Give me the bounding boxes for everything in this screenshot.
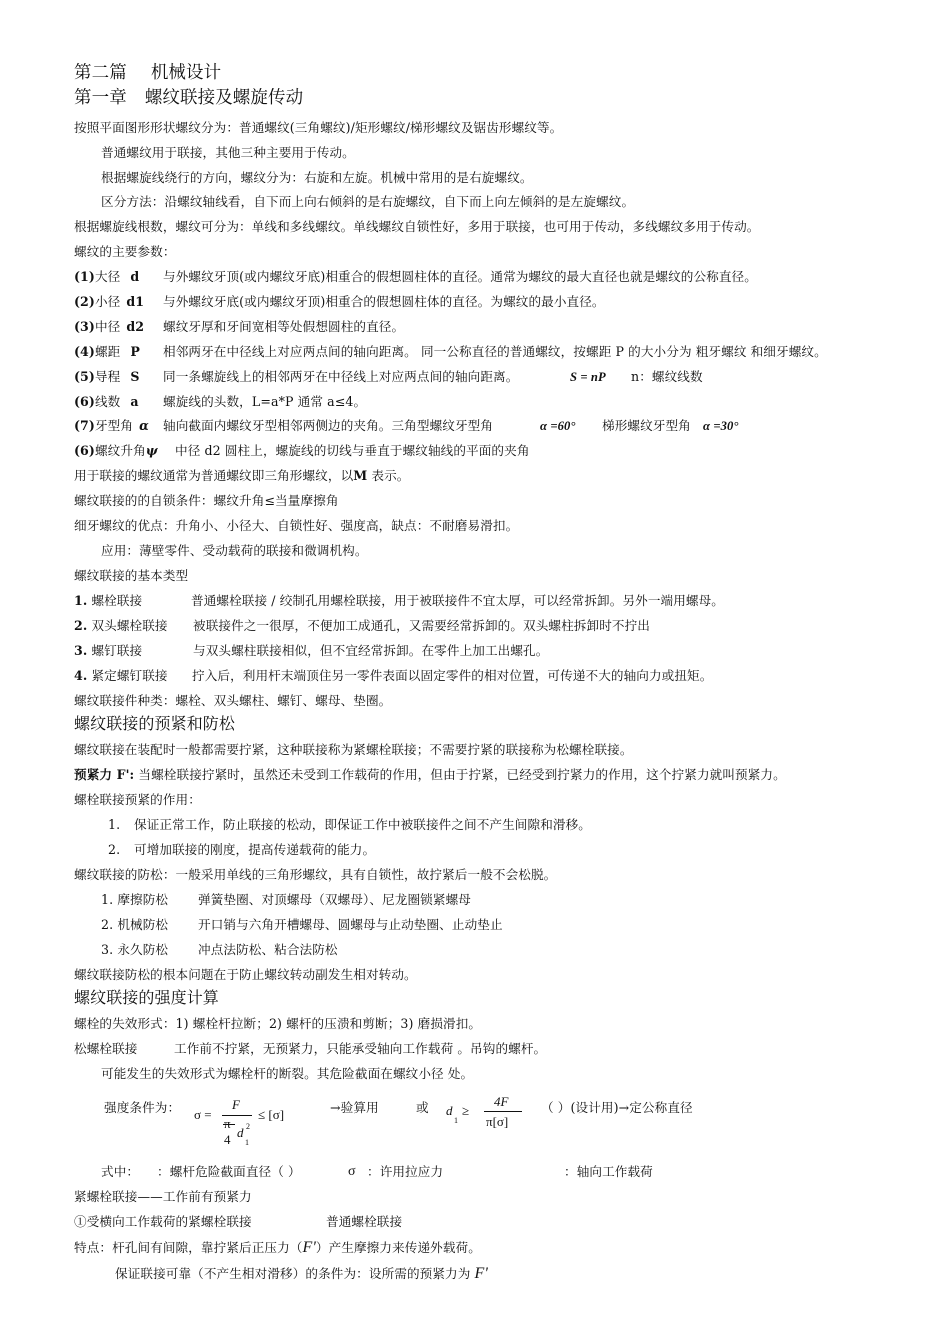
m-symbol: M <box>353 468 368 483</box>
strength-formula-design <box>446 1094 536 1138</box>
param-desc: 螺纹牙厚和牙间宽相等处假想圆柱的直径。 <box>163 319 405 334</box>
type-desc: 被联接件之一很厚，不便加工成通孔，又需要经常拆卸的。双头螺柱拆卸时不拧出 <box>193 618 650 633</box>
param-symbol: α <box>139 418 149 433</box>
text: 特点：杆孔间有间隙，靠拧紧后正压力（ <box>74 1240 303 1255</box>
where-sigma: ：许用拉应力 <box>367 1164 444 1179</box>
prestress-item <box>108 842 376 858</box>
section-heading-prestress: 螺纹联接的预紧和防松 <box>74 714 236 733</box>
anti-loosen-row <box>101 917 503 933</box>
anti-num: 1. <box>101 892 114 907</box>
pi-over-four-bar <box>223 1124 235 1125</box>
possible-failure-line: 可能发生的失效形式为螺栓杆的断裂。其危险截面在螺纹小径 处。 <box>101 1066 474 1081</box>
part-number: 第二篇 <box>74 63 127 83</box>
anti-num: 3. <box>101 942 114 957</box>
param-row <box>74 269 757 285</box>
item-text: 保证正常工作，防止联接的松动，即保证工作中被联接件之间不产生间隙和滑移。 <box>134 817 591 832</box>
param-row <box>74 344 827 360</box>
param-name: 线数 <box>94 394 121 409</box>
fine-use-line: 应用：薄壁零件、受动载荷的联接和微调机构。 <box>101 543 368 558</box>
param-num: (7) <box>74 418 95 433</box>
selflock-line: 螺纹联接的的自锁条件：螺纹升角≤当量摩擦角 <box>74 493 339 508</box>
param-desc: 轴向截面内螺纹牙型相邻两侧边的夹角。三角型螺纹牙型角 <box>163 418 494 433</box>
param-num: (5) <box>74 369 95 384</box>
params-title: 螺纹的主要参数： <box>74 244 176 259</box>
parts-kinds-line: 螺纹联接件种类：螺栓、双头螺柱、螺钉、螺母、垫圈。 <box>74 693 392 708</box>
type-desc: 拧入后，利用杆末端顶住另一零件表面以固定零件的相对位置，可传递不大的轴向力或扭矩。 <box>192 668 713 683</box>
strength-condition-label: 强度条件为： <box>104 1100 181 1115</box>
anti-desc: 冲点法防松、粘合法防松 <box>198 942 338 957</box>
param-num: (1) <box>74 269 95 284</box>
intro-threads-count: 根据螺旋线根数，螺纹可分为：单线和多线螺纹。单线螺纹自锁性好，多用于联接，也可用于传动，多线螺纹多用于传动。 <box>74 219 760 234</box>
common-thread-line <box>74 468 410 484</box>
text: 当螺栓联接拧紧时，虽然还未受到工作载荷的作用，但由于拧紧，已经受到拧紧力的作用，这个拧紧力就叫预紧力。 <box>134 767 786 782</box>
where-sigma-symbol: σ <box>348 1164 356 1179</box>
loose-bolt-desc: 工作前不拧紧，无预紧力，只能承受轴向工作载荷 。吊钩的螺杆。 <box>174 1041 547 1056</box>
anti-desc: 开口销与六角开槽螺母、圆螺母与止动垫圈、止动垫止 <box>198 917 503 932</box>
param-symbol: d <box>130 269 140 284</box>
intro-direction: 根据螺旋线绕行的方向，螺纹分为：右旋和左旋。机械中常用的是右旋螺纹。 <box>101 170 533 185</box>
chapter-number: 第一章 <box>74 88 127 108</box>
intro-shape: 按照平面图形形状螺纹分为：普通螺纹(三角螺纹)/矩形螺纹/梯形螺纹及锯齿形螺纹等。 <box>74 120 563 135</box>
chapter-heading <box>74 87 303 109</box>
param-desc: 中径 d2 圆柱上，螺旋线的切线与垂直于螺纹轴线的平面的夹角 <box>175 443 530 458</box>
or-text: 或 <box>416 1100 429 1115</box>
param-row <box>74 443 530 459</box>
text: 表示。 <box>367 468 410 483</box>
param-name: 牙型角 <box>94 418 134 433</box>
param-desc: 与外螺纹牙底(或内螺纹牙顶)相重合的假想圆柱体的直径。为螺纹的最小直径。 <box>163 294 605 309</box>
type-name: 双头螺栓联接 <box>91 618 168 633</box>
text: 用于联接的螺纹通常为普通螺纹即三角形螺纹，以 <box>74 468 354 483</box>
type-name: 螺钉联接 <box>91 643 143 658</box>
check-arrow-text: →验算用 <box>330 1100 379 1115</box>
intro-distinguish: 区分方法：沿螺纹轴线看，自下而上向右倾斜的是右旋螺纹，自下而上向左倾斜的是左旋螺纹。 <box>101 194 635 209</box>
strength-formula-check <box>194 1094 314 1154</box>
param-desc: 相邻两牙在中径线上对应两点间的轴向距离。 同一公称直径的普通螺纹，按螺距 P 的大小分为 粗牙螺纹 和细牙螺纹。 <box>163 344 827 359</box>
intro-use: 普通螺纹用于联接，其他三种主要用于传动。 <box>101 145 355 160</box>
param-symbol: P <box>130 344 140 359</box>
where-label: 式中： <box>101 1164 140 1179</box>
text: ）产生摩擦力来传递外载荷。 <box>315 1240 481 1255</box>
param-num: (2) <box>74 294 95 309</box>
param-desc: 与外螺纹牙顶(或内螺纹牙底)相重合的假想圆柱体的直径。通常为螺纹的最大直径也就是螺纹的公称直径。 <box>163 269 757 284</box>
type-num: 1. <box>74 593 88 608</box>
numerator-4f: 4F <box>494 1094 509 1109</box>
subscript-1: 1 <box>245 1138 249 1147</box>
subscript-1: 1 <box>454 1116 458 1125</box>
section-heading-strength: 螺纹联接的强度计算 <box>74 988 219 1007</box>
lead-formula: S = nP <box>570 370 606 384</box>
param-name: 导程 <box>94 369 121 384</box>
lead-note: n：螺纹线数 <box>631 369 703 384</box>
item-text: 可增加联接的刚度，提高传递载荷的能力。 <box>134 842 376 857</box>
param-row <box>74 418 739 434</box>
param-symbol: S <box>130 369 140 384</box>
trap-angle-value: α =30° <box>703 419 739 433</box>
param-name: 螺距 <box>94 344 121 359</box>
part-title: 机械设计 <box>150 63 222 83</box>
preload-label: 预紧力 F': <box>74 767 135 782</box>
type-name: 紧定螺钉联接 <box>91 668 168 683</box>
param-symbol: d1 <box>126 294 145 309</box>
d-symbol: d <box>446 1103 453 1118</box>
fail-modes-line: 螺栓的失效形式：1) 螺栓杆拉断；2) 螺杆的压溃和剪断；3) 磨损滑扣。 <box>74 1016 482 1031</box>
param-num: (6) <box>74 443 95 458</box>
loose-bolt-line <box>74 1041 547 1057</box>
where-f: ：轴向工作载荷 <box>564 1164 653 1179</box>
item-num: 1. <box>108 817 121 832</box>
le-allowable: ≤ [σ] <box>258 1107 285 1122</box>
d-symbol: d <box>237 1125 244 1140</box>
item-num: 2. <box>108 842 121 857</box>
design-use-text: （ ）(设计用)→定公称直径 <box>541 1100 693 1115</box>
tight-bolt-line: 紧螺栓联接——工作前有预紧力 <box>74 1189 252 1204</box>
type-num: 4. <box>74 668 88 683</box>
basic-type-row <box>74 668 713 684</box>
where-line <box>101 1164 653 1180</box>
anti-name: 摩擦防松 <box>117 892 169 907</box>
thread-angle-value: α =60° <box>540 419 576 433</box>
denominator-pi-sigma: π[σ] <box>486 1114 509 1129</box>
preload-symbol: F' <box>302 1239 316 1256</box>
anti-desc: 弹簧垫圈、对顶螺母（双螺母）、尼龙圈锁紧螺母 <box>198 892 471 907</box>
param-name: 大径 <box>94 269 121 284</box>
prestress-p2 <box>74 767 786 783</box>
numerator-f: F <box>232 1097 240 1112</box>
part-heading <box>74 62 221 84</box>
anti-name: 机械防松 <box>117 917 169 932</box>
loose-bolt-name: 松螺栓联接 <box>74 1041 138 1056</box>
anti-loosen-row <box>101 942 338 958</box>
basic-type-row <box>74 618 650 634</box>
param-name: 螺纹升角 <box>94 443 146 458</box>
sigma-symbol: σ = <box>194 1107 212 1122</box>
anti-loosen-row <box>101 892 471 908</box>
basic-types-title: 螺纹联接的基本类型 <box>74 568 189 583</box>
case1-line <box>74 1214 403 1230</box>
prestress-item <box>108 817 591 833</box>
chapter-title: 螺纹联接及螺旋传动 <box>144 88 304 108</box>
param-num: (3) <box>74 319 95 334</box>
param-desc: 梯形螺纹牙型角 <box>602 418 691 433</box>
param-row <box>74 319 405 335</box>
ensure-line <box>115 1266 488 1282</box>
basic-type-row <box>74 643 549 659</box>
four-digit: 4 <box>224 1132 231 1147</box>
param-row <box>74 369 703 385</box>
anti-name: 永久防松 <box>117 942 169 957</box>
param-name: 小径 <box>94 294 121 309</box>
anti-loosen-title: 螺纹联接的防松：一般采用单线的三角形螺纹，具有自锁性，故拧紧后一般不会松脱。 <box>74 867 557 882</box>
param-row <box>74 294 605 310</box>
anti-loosen-root: 螺纹联接防松的根本问题在于防止螺纹转动副发生相对转动。 <box>74 967 417 982</box>
prestress-p1: 螺纹联接在装配时一般都需要拧紧，这种联接称为紧螺栓联接；不需要拧紧的联接称为松螺栓联接。 <box>74 742 633 757</box>
param-num: (6) <box>74 394 95 409</box>
case1-type: 普通螺栓联接 <box>326 1214 403 1229</box>
fine-advantage-line: 细牙螺纹的优点：升角小、小径大、自锁性好、强度高，缺点：不耐磨易滑扣。 <box>74 518 519 533</box>
fraction-bar <box>484 1111 522 1112</box>
preload-symbol: F' <box>474 1265 488 1282</box>
type-name: 螺栓联接 <box>91 593 143 608</box>
param-symbol: a <box>130 394 139 409</box>
param-symbol: ψ <box>145 443 158 458</box>
param-desc: 同一条螺旋线上的相邻两牙在中径线上对应两点间的轴向距离。 <box>163 369 519 384</box>
anti-num: 2. <box>101 917 114 932</box>
param-symbol: d2 <box>126 319 145 334</box>
text: 保证联接可靠（不产生相对滑移）的条件为：设所需的预紧力为 <box>115 1266 471 1281</box>
type-num: 2. <box>74 618 88 633</box>
type-desc: 普通螺栓联接 / 绞制孔用螺栓联接，用于被联接件不宜太厚，可以经常拆卸。另外一端用螺母。 <box>191 593 724 608</box>
param-num: (4) <box>74 344 95 359</box>
superscript-2: 2 <box>246 1122 250 1131</box>
type-desc: 与双头螺柱联接相似，但不宜经常拆卸。在零件上加工出螺孔。 <box>193 643 549 658</box>
where-d1: ：螺杆危险截面直径（ ） <box>157 1164 301 1179</box>
basic-type-row <box>74 593 724 609</box>
param-row <box>74 394 367 410</box>
type-num: 3. <box>74 643 88 658</box>
prestress-p3: 螺栓联接预紧的作用： <box>74 792 201 807</box>
ge-symbol: ≥ <box>462 1103 470 1118</box>
case1-name: ①受横向工作载荷的紧螺栓联接 <box>74 1214 252 1229</box>
feature-line <box>74 1240 481 1256</box>
param-desc: 螺旋线的头数，L=a*P 通常 a≤4。 <box>163 394 367 409</box>
param-name: 中径 <box>94 319 121 334</box>
